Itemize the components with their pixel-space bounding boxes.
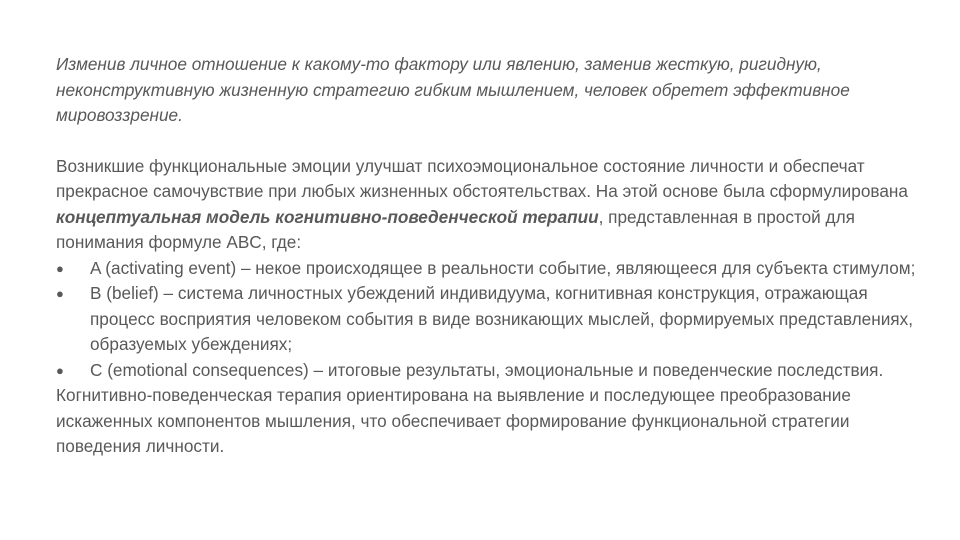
bullet-text-b: B (belief) – система личностных убеждений индивидуума, когнитивная конструкция, отражающая процесс восприятия человеком события в виде возникающих мыслей, формируемых представлениях, образуемых убеждениях; [90, 283, 913, 354]
bullet-text-a: A (activating event) – некое происходящее в реальности событие, являющееся для субъекта стимулом; [90, 257, 916, 278]
bullet-dot-icon: ● [56, 260, 64, 276]
bullet-item-a [56, 256, 916, 282]
intro-paragraph: Изменив личное отношение к какому-то фактору или явлению, заменив жесткую, ригидную, неконструктивную жизненную стратегию гибким мышлением, человек обретет эффективное мировоззрение. [56, 54, 850, 125]
bullet-dot-icon: ● [56, 286, 64, 301]
bullet-text-c: C (emotional consequences) – итоговые результаты, эмоциональные и поведенческие последствия. [90, 359, 884, 380]
main-paragraph-text-start: Возникшие функциональные эмоции улучшат психоэмоциональное состояние личности и обеспечат прекрасное самочувствие при любых жизненных обстоятельствах. На этой основе была сформулирована [56, 155, 908, 201]
model-name-bold: концептуальная модель когнитивно-поведенческой терапии [56, 206, 599, 227]
main-paragraph [56, 154, 916, 256]
main-paragraph-text-end: , представленная в простой для понимания формуле ABC, где: [56, 206, 855, 252]
closing-paragraph: Когнитивно-поведенческая терапия ориентирована на выявление и последующее преобразование искаженных компонентов мышления, что обеспечивает формирование функциональной стратегии поведения личности. [56, 385, 851, 456]
slide-content [56, 52, 916, 460]
bullet-item-c [56, 358, 916, 384]
bullet-dot-icon: ● [56, 362, 64, 378]
abc-bullet-list [56, 256, 916, 384]
paragraph-gap [56, 129, 916, 154]
bullet-item-b [56, 281, 916, 358]
